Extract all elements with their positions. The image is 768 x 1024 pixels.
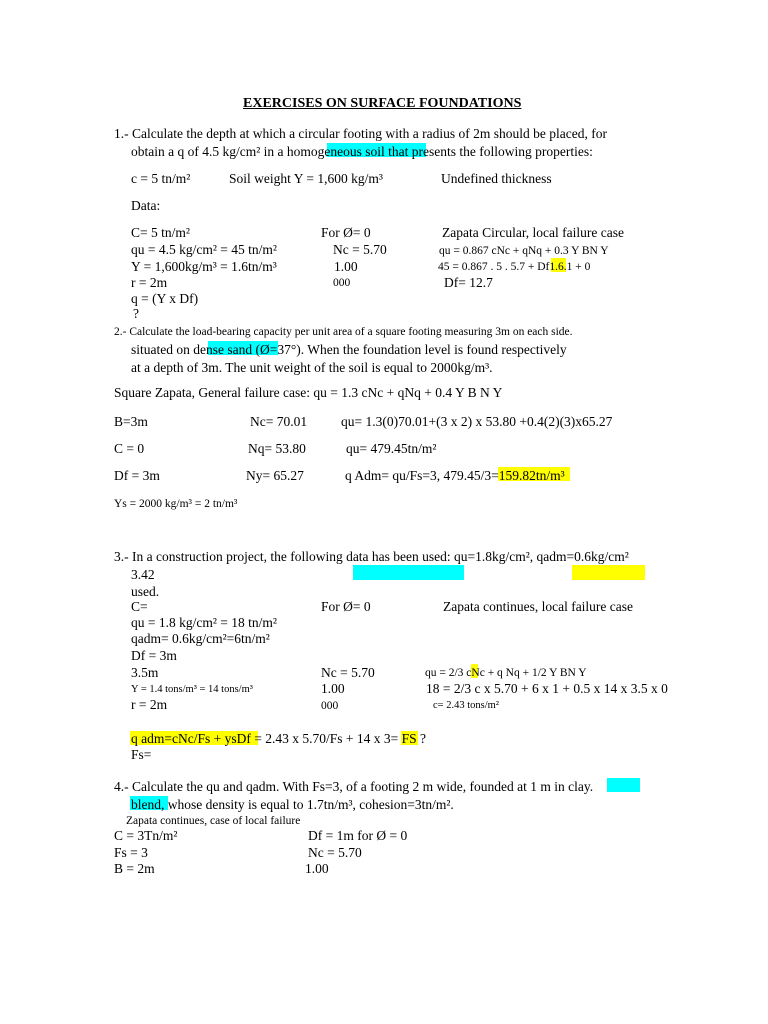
- ex2-data-c: C = 0: [114, 441, 145, 456]
- ex3-data-qu: qu = 1.8 kg/cm² = 18 tn/m²: [131, 615, 277, 630]
- ex2-statement-line-2: situated on dense sand (Ø=37°). When the foundation level is found respectively: [131, 342, 567, 357]
- ex3-statement-line-2: 3.42: [131, 567, 155, 582]
- ex1-data-label: Data:: [131, 198, 161, 213]
- ex1-statement-line-1: 1.- Calculate the depth at which a circular footing with a radius of 2m should be placed, for: [114, 126, 607, 141]
- highlight-yellow-block: [572, 565, 645, 580]
- ex3-result: c= 2.43 tons/m²: [433, 700, 499, 711]
- ex3-statement-line-3: used.: [131, 584, 160, 599]
- ex3-fs-label: Fs=: [131, 747, 152, 762]
- ex1-nc: Nc = 5.70: [333, 242, 387, 257]
- ex2-qadm-result: q Adm= qu/Fs=3, 479.45/3=159.82tn/m³: [345, 468, 565, 483]
- ex1-phi: For Ø= 0: [321, 225, 371, 240]
- ex4-case: Zapata continues, case of local failure: [126, 815, 301, 827]
- ex2-nq: Nq= 53.80: [248, 441, 306, 456]
- ex1-result: Df= 12.7: [444, 275, 493, 290]
- ex3-qadm-equation: q adm=cNc/Fs + ysDf = 2.43 x 5.70/Fs + 14 x 3= FS ?: [131, 731, 426, 746]
- ex1-nq: 1.00: [334, 259, 358, 274]
- ex1-case: Zapata Circular, local failure case: [442, 225, 624, 240]
- highlight-cyan-clay: [607, 778, 640, 792]
- ex1-data-r: r = 2m: [131, 275, 168, 290]
- ex3-case: Zapata continues, local failure case: [443, 599, 634, 614]
- ex1-prop-thickness: Undefined thickness: [441, 171, 552, 186]
- ex4-statement-line-2: blend, whose density is equal to 1.7tn/m³, cohesion=3tn/m².: [131, 797, 454, 812]
- ex4-data-fs: Fs = 3: [114, 845, 148, 860]
- ex4-data-c: C = 3Tn/m²: [114, 828, 178, 843]
- ex2-qu-calc: qu= 1.3(0)70.01+(3 x 2) x 53.80 +0.4(2)(3)x65.27: [341, 414, 613, 429]
- ex4-data-b: B = 2m: [114, 861, 155, 876]
- ex3-ny: 000: [321, 700, 339, 712]
- ex1-data-question: ?: [133, 306, 139, 321]
- ex2-data-b: B=3m: [114, 414, 148, 429]
- ex3-data-qadm: qadm= 0.6kg/cm²=6tn/m²: [131, 631, 270, 646]
- ex1-formula: qu = 0.867 cNc + qNq + 0.3 Y BN Y: [439, 245, 609, 257]
- ex1-prop-cohesion: c = 5 tn/m²: [131, 171, 191, 186]
- ex3-formula: qu = 2/3 cNc + q Nq + 1/2 Y BN Y: [425, 667, 587, 679]
- ex2-nc: Nc= 70.01: [250, 414, 308, 429]
- ex2-statement-line-1: 2.- Calculate the load-bearing capacity per unit area of a square footing measuring 3m on each side.: [114, 326, 573, 338]
- ex3-phi: For Ø= 0: [321, 599, 371, 614]
- ex2-statement-line-3: at a depth of 3m. The unit weight of the soil is equal to 2000kg/m³.: [131, 360, 493, 375]
- ex4-df: Df = 1m for Ø = 0: [308, 828, 408, 843]
- ex3-nc: Nc = 5.70: [321, 665, 375, 680]
- ex3-data-y: Y = 1.4 tons/m³ = 14 tons/m³: [131, 684, 253, 695]
- ex1-substitution: 45 = 0.867 . 5 . 5.7 + Df1.6.1 + 0: [438, 261, 591, 273]
- ex1-data-q: q = (Y x Df): [131, 291, 199, 306]
- ex1-data-y: Y = 1,600kg/m³ = 1.6tn/m³: [131, 259, 277, 274]
- ex2-ny: Ny= 65.27: [246, 468, 304, 483]
- ex3-data-c: C=: [131, 599, 148, 614]
- ex3-nq: 1.00: [321, 681, 345, 696]
- ex2-unit-weight: Ys = 2000 kg/m³ = 2 tn/m³: [114, 498, 238, 510]
- ex3-data-b: 3.5m: [131, 665, 159, 680]
- ex1-data-c: C= 5 tn/m²: [131, 225, 190, 240]
- ex2-formula: Square Zapata, General failure case: qu = 1.3 cNc + qNq + 0.4 Y B N Y: [114, 385, 503, 400]
- ex4-statement-line-1: 4.- Calculate the qu and qadm. With Fs=3, of a footing 2 m wide, founded at 1 m in clay.: [114, 779, 594, 794]
- ex4-nc: Nc = 5.70: [308, 845, 362, 860]
- ex1-statement-line-2: obtain a q of 4.5 kg/cm² in a homogeneous soil that presents the following properties:: [131, 144, 593, 159]
- ex3-data-df: Df = 3m: [131, 648, 177, 663]
- ex3-statement-line-1: 3.- In a construction project, the following data has been used: qu=1.8kg/cm², qadm=0.6kg/cm²: [114, 549, 629, 564]
- ex1-data-qu: qu = 4.5 kg/cm² = 45 tn/m²: [131, 242, 277, 257]
- ex1-prop-weight: Soil weight Y = 1,600 kg/m³: [229, 171, 383, 186]
- ex2-qu-result: qu= 479.45tn/m²: [346, 441, 437, 456]
- highlight-cyan-block: [353, 565, 464, 580]
- ex3-substitution: 18 = 2/3 c x 5.70 + 6 x 1 + 0.5 x 14 x 3.5 x 0: [426, 681, 668, 696]
- ex2-data-df: Df = 3m: [114, 468, 160, 483]
- document-title: EXERCISES ON SURFACE FOUNDATIONS: [243, 96, 522, 111]
- ex1-ny: 000: [333, 277, 351, 289]
- ex4-nq: 1.00: [305, 861, 329, 876]
- ex3-data-r: r = 2m: [131, 697, 168, 712]
